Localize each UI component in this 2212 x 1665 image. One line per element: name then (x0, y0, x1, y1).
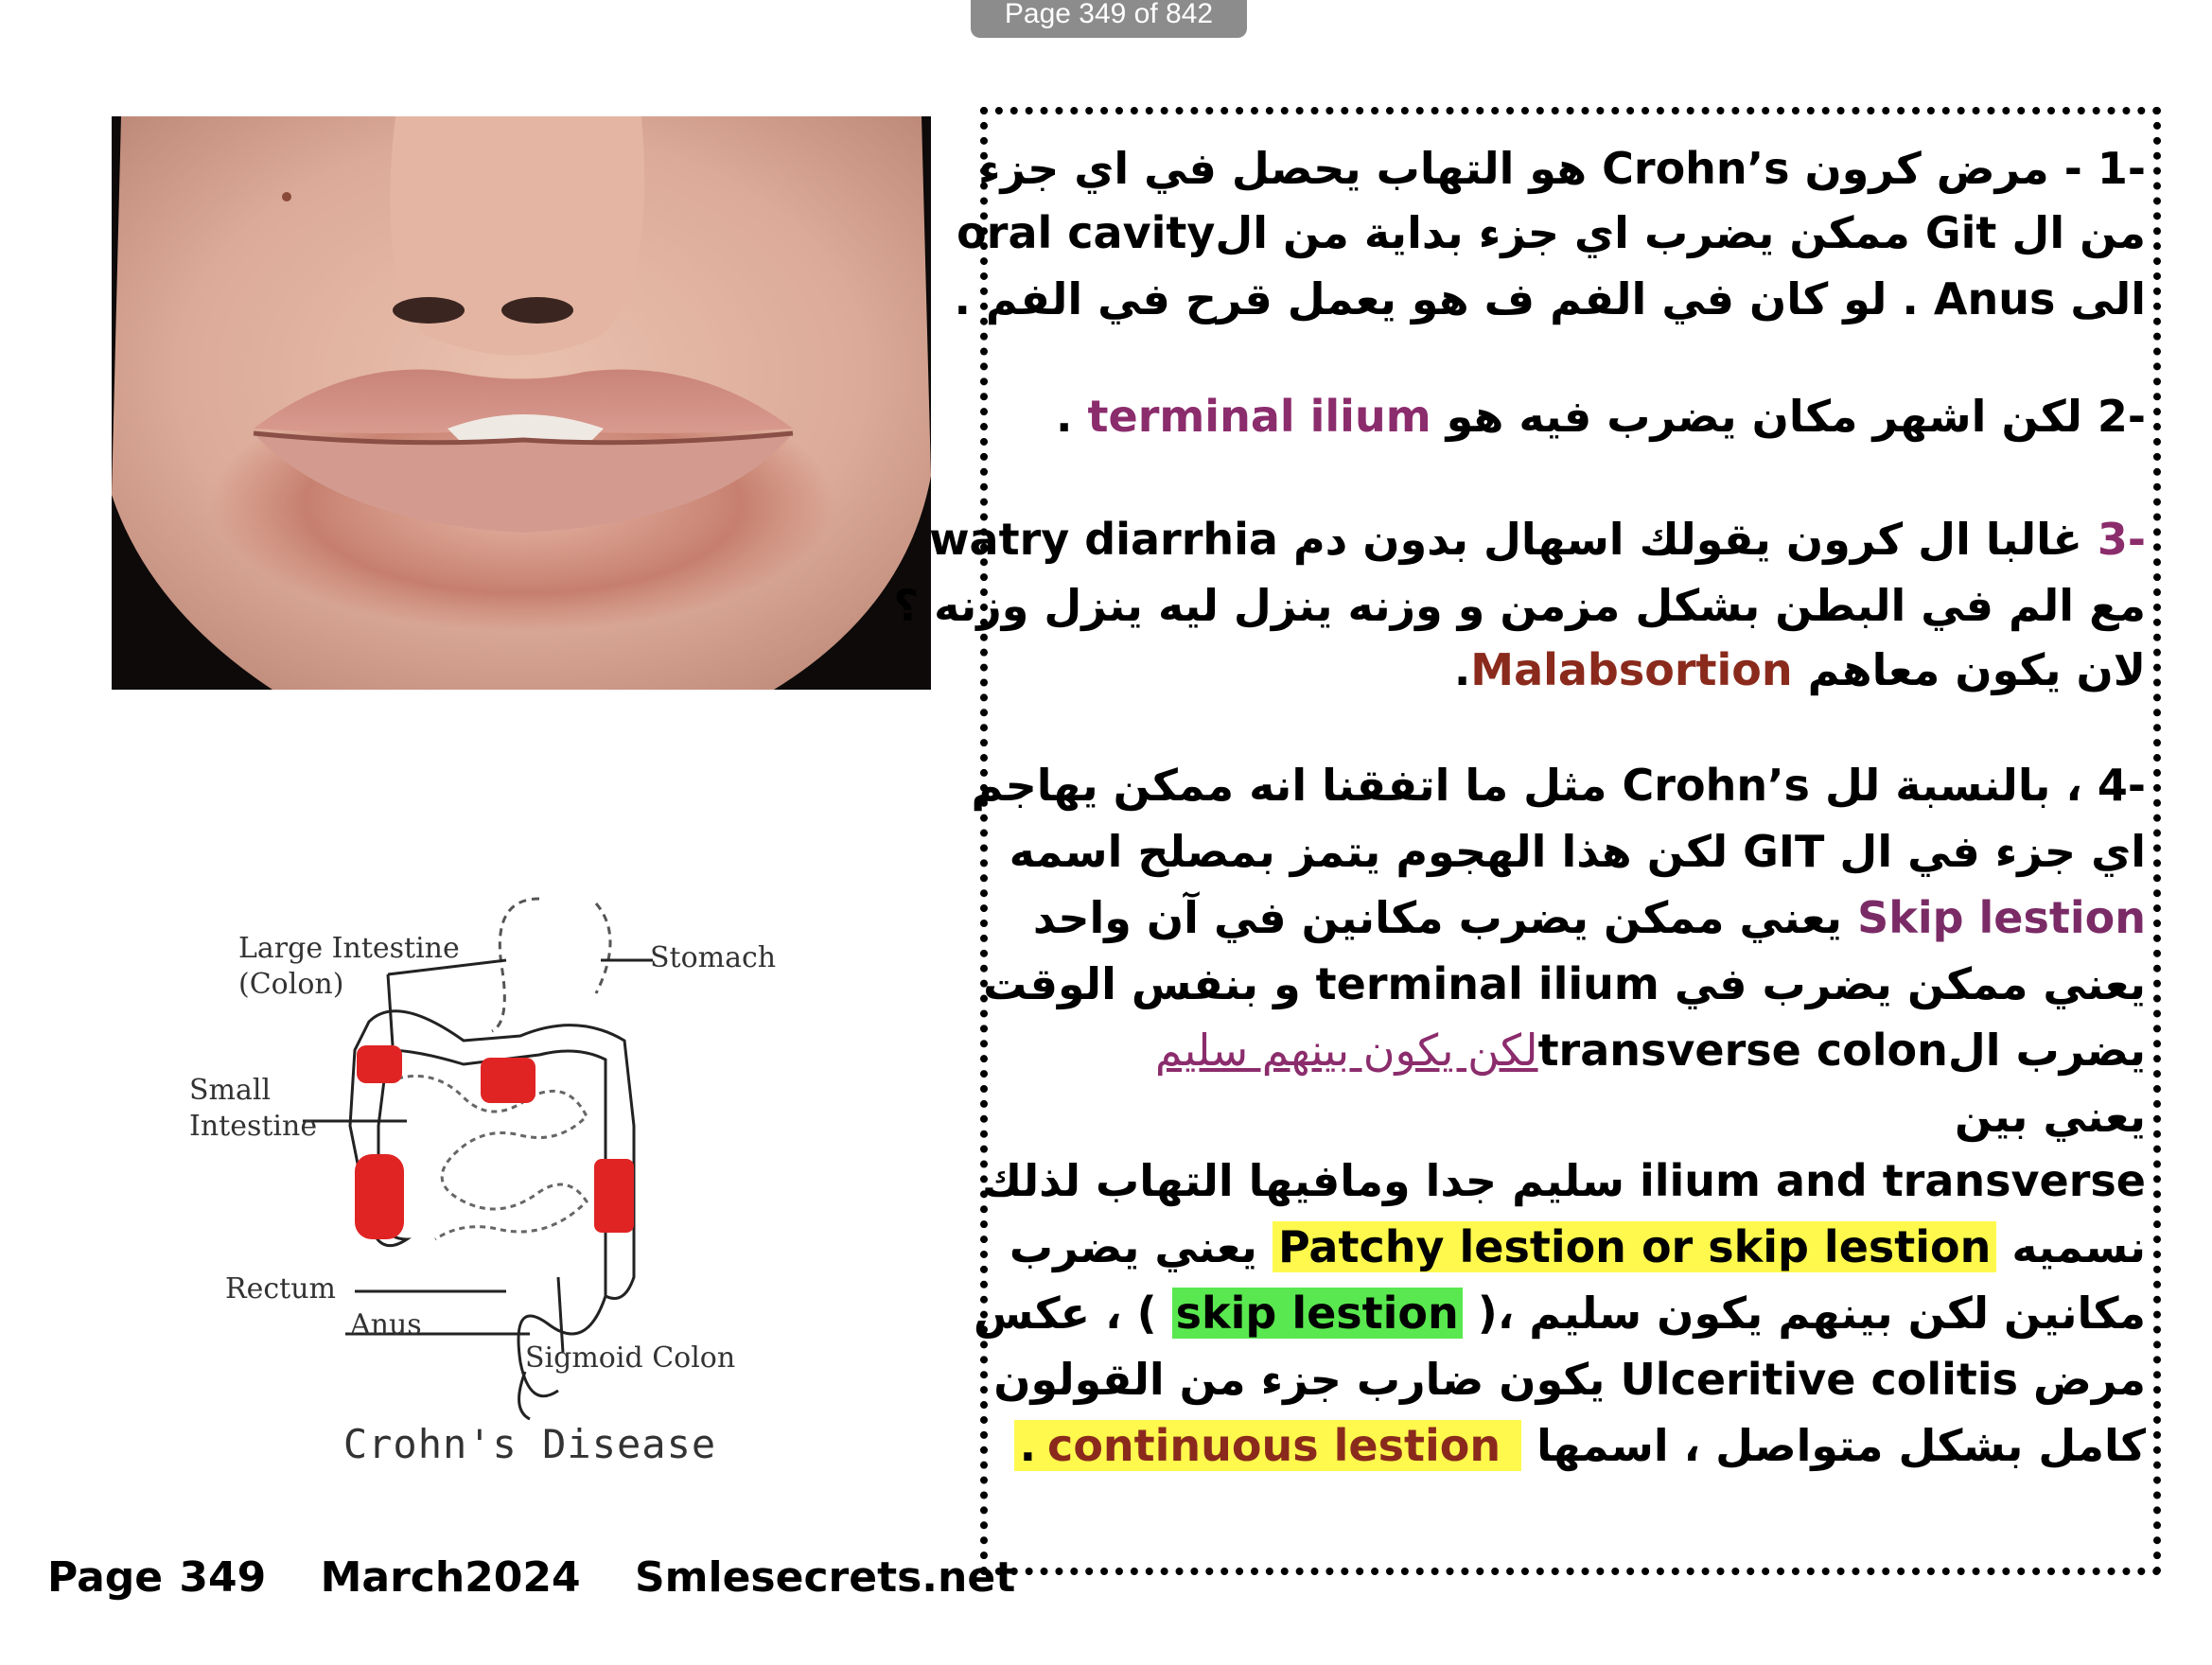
page-indicator: Page 349 of 842 (971, 0, 1247, 38)
p1-line1: -1 - مرض كرون Crohn’s هو التهاب يحصل في اي جزء (977, 143, 2146, 194)
label-large-intestine: Large Intestine (238, 932, 460, 965)
label-rectum: Rectum (225, 1272, 336, 1306)
footer-page: Page 349 (47, 1553, 267, 1602)
page-footer (47, 1553, 1053, 1602)
label-sigmoid-colon: Sigmoid Colon (525, 1341, 736, 1375)
p4-line6: يعني بين (1954, 1091, 2146, 1142)
crohns-intestine-diagram (180, 880, 823, 1485)
p4-line9: مكانين لكن بينهم يكون سليم ،( skip lestion ) ، عكس (973, 1288, 2146, 1339)
p4-line3: Skip lestion يعني ممكن يضرب مكانين في آن واحد (1032, 892, 2146, 943)
footer-date: March2024 (320, 1553, 581, 1602)
p4-line7: ilium and transverse سليم جدا ومافيها التهاب لذلك (982, 1155, 2146, 1206)
p3-line2: مع الم في البطن بشكل مزمن و وزنه ينزل ليه ينزل وزنه ؟ (893, 580, 2146, 631)
p3-line1: -3 غالبا ال كرون يقولك اسهال بدون دم watry diarrhia (929, 514, 2146, 565)
p4-line8: نسميه Patchy lestion or skip lestion يعني يضرب (1009, 1221, 2146, 1272)
p4-line10: مرض Ulceritive colitis يكون ضارب جزء من القولون (993, 1354, 2146, 1405)
p4-line11: كامل بشكل متواصل ، اسمها continuous lestion . (1014, 1417, 2146, 1474)
clinical-photo-lips (112, 116, 931, 690)
label-small: Small (189, 1074, 272, 1107)
p3-line3: لان يكون معاهم Malabsortion. (1453, 644, 2146, 695)
p4-line2: اي جزء في ال GIT لكن هذا الهجوم يتمز بمصلح اسمه (1009, 826, 2146, 877)
p4-line1: -4 ، بالنسبة لل Crohn’s مثل ما اتفقنا انه ممكن يهاجم (971, 760, 2146, 811)
label-stomach: Stomach (650, 941, 777, 974)
p2-line1: -2 لكن اشهر مكان يضرب فيه هو terminal ilium . (1056, 391, 2146, 442)
p4-line4: يعني ممكن يضرب في terminal ilium و بنفس الوقت (983, 958, 2146, 1009)
p4-line5: يضرب الtransverse colonلكن يكون بينهم سليم (1154, 1025, 2146, 1076)
label-colon: (Colon) (238, 968, 344, 1001)
p1-line2: من ال Git ممكن يضرب اي جزء بداية من الoral cavity (957, 207, 2146, 258)
label-intestine: Intestine (189, 1110, 318, 1143)
label-anus: Anus (350, 1308, 422, 1341)
diagram-caption: Crohn's Disease (342, 1421, 717, 1467)
p1-line3: الى Anus . لو كان في الفم ف هو يعمل قرح في الفم . (954, 273, 2146, 324)
footer-site: Smlesecrets.net (634, 1553, 1016, 1602)
